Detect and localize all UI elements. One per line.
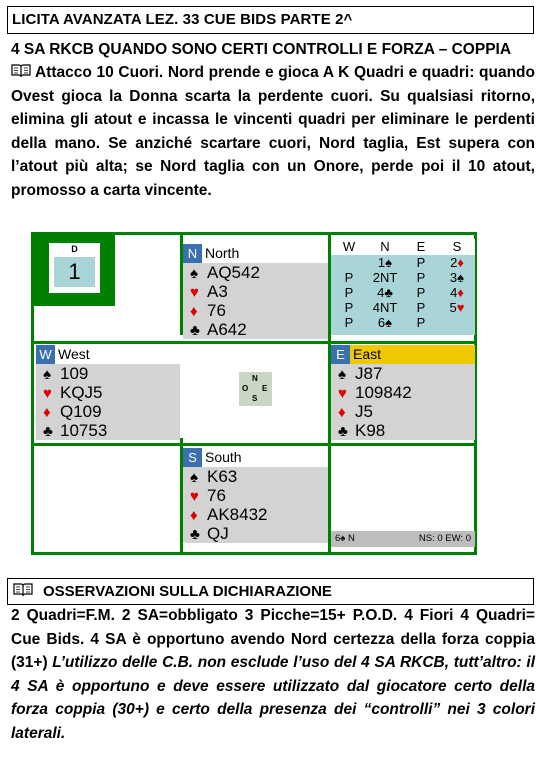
seat-badge-west: W	[36, 345, 55, 364]
auction-header: N	[380, 239, 390, 254]
auction-call: P	[344, 285, 354, 300]
auction-call: P	[416, 300, 426, 315]
east-diamonds: J5	[355, 402, 373, 421]
club-icon: ♣	[190, 526, 200, 543]
dealer-label: D	[71, 244, 78, 254]
auction-call: P	[416, 315, 426, 330]
heart-icon: ♥	[43, 385, 52, 402]
result-bar	[331, 531, 475, 547]
club-icon: ♣	[338, 423, 348, 440]
auction-call: P	[344, 315, 354, 330]
spade-icon: ♠	[43, 366, 51, 383]
auction-call: 4NT	[372, 300, 398, 315]
diamond-icon: ♦	[190, 303, 198, 320]
south-clubs: QJ	[207, 524, 229, 543]
auction-call: P	[344, 270, 354, 285]
north-hearts: A3	[207, 282, 228, 301]
auction-call: 4♣	[377, 285, 393, 300]
spade-icon: ♠	[190, 469, 198, 486]
compass-n: N	[252, 374, 258, 383]
diamond-icon: ♦	[190, 507, 198, 524]
west-diamonds: Q109	[60, 402, 102, 421]
club-icon: ♣	[43, 423, 53, 440]
hand-west	[36, 345, 180, 440]
heart-icon: ♥	[190, 284, 199, 301]
book-icon	[13, 583, 33, 597]
auction-table	[331, 239, 475, 335]
auction-call: 1♠	[377, 255, 393, 270]
south-hearts: 76	[207, 486, 226, 505]
grid-line	[34, 341, 474, 344]
auction-header: W	[342, 239, 356, 254]
south-spades: K63	[207, 467, 238, 486]
contract-label: 6♠ N	[335, 533, 355, 544]
north-spades: AQ542	[207, 263, 260, 282]
hand-name-north: North	[205, 245, 240, 261]
heart-icon: ♥	[338, 385, 347, 402]
auction-call: 2NT	[372, 270, 398, 285]
play-description	[11, 61, 535, 202]
hand-name-south: South	[205, 449, 242, 465]
spade-icon: ♠	[338, 366, 346, 383]
auction-call: 5♥	[449, 300, 465, 315]
notes-plain: 2 Quadri=F.M. 2 SA=obbligato 3 Picche=15+ P.O.D. 4 Fiori 4 Quadri= Cue Bids. 4 SA è opportuno avendo Nord certezza della forza coppia (31+)	[11, 607, 535, 671]
spade-icon: ♠	[190, 265, 198, 282]
seat-badge-east: E	[331, 345, 350, 364]
grid-line	[34, 443, 474, 446]
bridge-diagram	[31, 232, 477, 555]
compass-e: E	[262, 384, 268, 393]
board-box	[34, 235, 115, 306]
west-clubs: 10753	[60, 421, 108, 440]
seat-badge-north: N	[183, 244, 202, 263]
diamond-icon: ♦	[43, 404, 51, 421]
auction-call: P	[416, 270, 426, 285]
east-spades: J87	[355, 364, 383, 383]
compass-rose	[239, 372, 272, 406]
board-inner	[49, 243, 100, 293]
lesson-subtitle: 4 SA RKCB QUANDO SONO CERTI CONTROLLI E FORZA – COPPIA	[11, 41, 512, 58]
hand-name-east: East	[353, 346, 382, 362]
north-diamonds: 76	[207, 301, 226, 320]
diamond-icon: ♦	[338, 404, 346, 421]
book-icon	[11, 64, 31, 78]
compass-o: O	[242, 384, 249, 393]
hand-south	[183, 448, 328, 543]
auction-call: 6♠	[377, 315, 393, 330]
auction-call: 2♦	[450, 255, 464, 270]
hand-east	[331, 345, 475, 440]
auction-header: E	[416, 239, 426, 254]
west-hearts: KQJ5	[60, 383, 103, 402]
north-clubs: A642	[207, 320, 247, 339]
intro-text: Attacco 10 Cuori. Nord prende e gioca A K Quadri e quadri: quando Ovest gioca la Donna scarta la perdente cuori. Su qualsiasi ritorno, elimina gli atout e incassa le vincenti quadri per eliminare le perdenti della mano. Se anziché scartare cuori, Nord taglia, Est supera con l’atout più alta; se Nord taglia con un Onore, perde poi il 10 atout, promosso a carta vincente.	[11, 64, 535, 199]
hand-north	[183, 244, 328, 339]
auction-call: P	[416, 255, 426, 270]
heart-icon: ♥	[190, 488, 199, 505]
board-number: 1	[54, 257, 95, 287]
west-spades: 109	[60, 364, 89, 383]
club-icon: ♣	[190, 322, 200, 339]
auction-call: P	[416, 285, 426, 300]
auction-call: 3♠	[449, 270, 465, 285]
auction-call: 4♦	[450, 285, 464, 300]
auction-header: S	[452, 239, 462, 254]
east-clubs: K98	[355, 421, 386, 440]
auction-call: P	[344, 300, 354, 315]
compass-s: S	[252, 394, 258, 403]
east-hearts: 109842	[355, 383, 412, 402]
hand-name-west: West	[58, 346, 90, 362]
score-label: NS: 0 EW: 0	[418, 533, 471, 544]
seat-badge-south: S	[183, 448, 202, 467]
notes-title-box	[7, 578, 534, 605]
notes-italic: L’utilizzo delle C.B. non esclude l’uso del 4 SA RKCB, tutt’altro: il 4 SA è opportuno e deve essere utilizzato dal giocatore certo della forza coppia (30+) e certo della presenza dei “controlli” nei 3 colori laterali.	[11, 654, 535, 742]
south-diamonds: AK8432	[207, 505, 268, 524]
notes-title: OSSERVAZIONI SULLA DICHIARAZIONE	[43, 583, 332, 600]
notes-text	[11, 604, 535, 745]
lesson-title: LICITA AVANZATA LEZ. 33 CUE BIDS PARTE 2^	[7, 6, 534, 34]
